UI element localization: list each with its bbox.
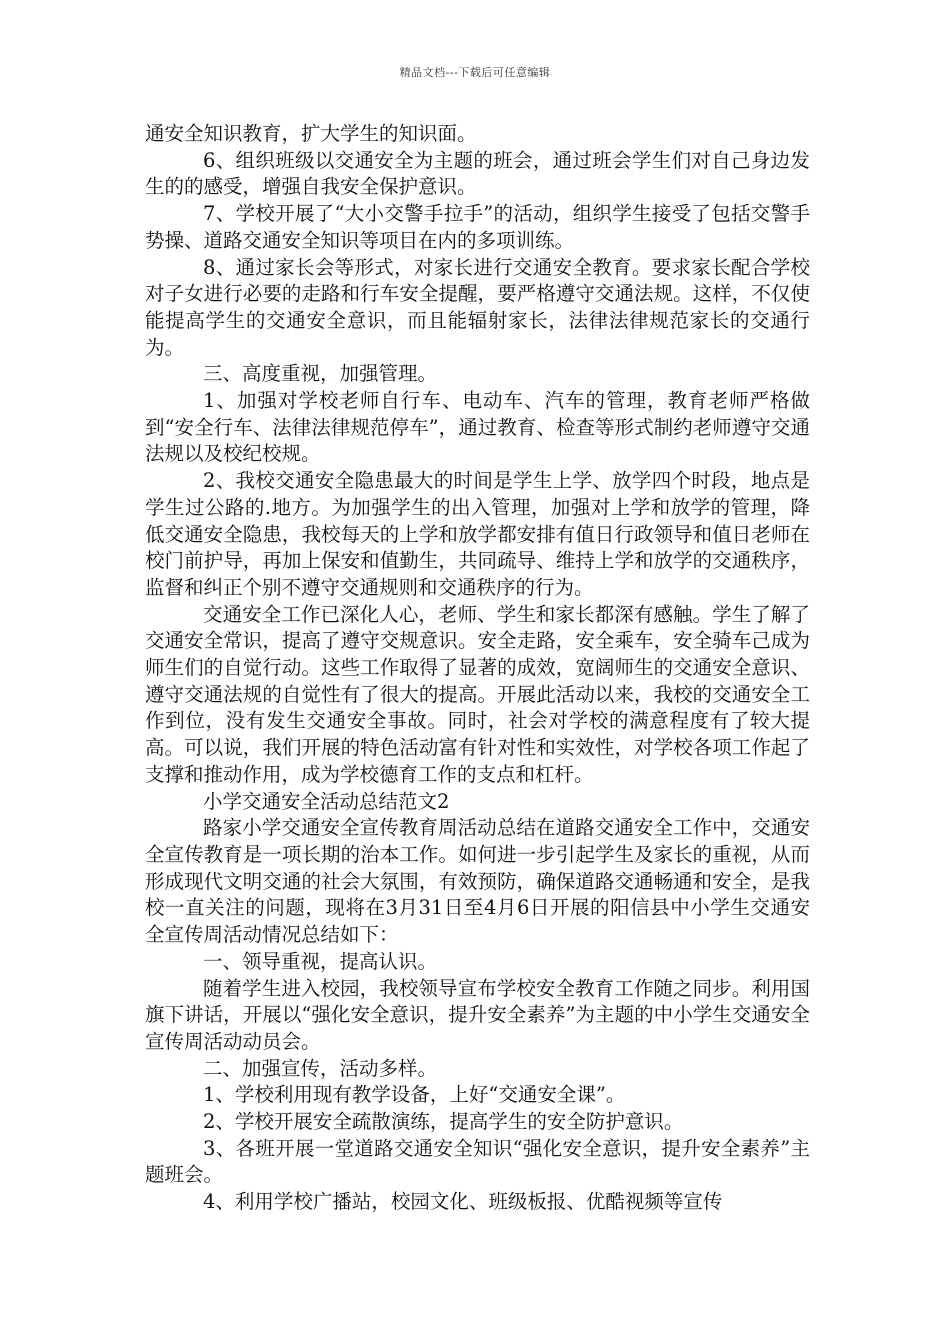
article-title-2: 小学交通安全活动总结范文2 — [203, 789, 450, 813]
paragraph-6: 2、我校交通安全隐患最大的时间是学生上学、放学四个时段，地点是学生过公路的.地方。为加强学生的出入管理，加强对上学和放学的管理，降低交通安全隐患，我校每天的上学和放学都安排有值日行政领导和值日老师在校门前护导，再加上保安和值勤生，共同疏导、维持上学和放学的交通秩序，监督和纠正个别不遵守交通规则和交通秩序的行为。 — [145, 469, 810, 599]
section-heading-1: 一、领导重视，提高认识。 — [203, 949, 438, 973]
page-header: 精品文档---下载后可任意编辑 — [399, 66, 551, 79]
section-heading-2: 二、加强宣传，活动多样。 — [203, 1056, 438, 1080]
paragraph-1: 6、组织班级以交通安全为主题的班会，通过班会学生们对自己身边发生的的感受，增强自我安全保护意识。 — [145, 148, 810, 199]
paragraph-0: 通安全知识教育，扩大学生的知识面。 — [145, 122, 477, 145]
paragraph-16: 4、利用学校广播站，校园文化、班级板报、优酷视频等宣传 — [203, 1190, 723, 1214]
paragraph-14: 2、学校开展安全疏散演练，提高学生的安全防护意识。 — [203, 1110, 684, 1134]
section-heading-3: 三、高度重视，加强管理。 — [203, 362, 438, 386]
paragraph-5: 1、加强对学校老师自行车、电动车、汽车的管理，教育老师严格做到“安全行车、法律法律规范停车”，通过教育、检查等形式制约老师遵守交通法规以及校纪校规。 — [145, 389, 810, 466]
paragraph-15: 3、各班开展一堂道路交通安全知识“强化安全意识，提升安全素养”主题班会。 — [145, 1136, 810, 1187]
document-body — [145, 121, 810, 1216]
paragraph-11: 随着学生进入校园，我校领导宣布学校安全教育工作随之同步。利用国旗下讲话，开展以“强化安全意识，提升安全素养”为主题的中小学生交通安全宣传周活动动员会。 — [145, 976, 810, 1053]
paragraph-13: 1、学校利用现有教学设备，上好“交通安全课”。 — [203, 1083, 626, 1107]
paragraph-9: 路家小学交通安全宣传教育周活动总结在道路交通安全工作中，交通安全宣传教育是一项长期的治本工作。如何进一步引起学生及家长的重视，从而形成现代文明交通的社会大氛围，有效预防，确保道路交通畅通和安全，是我校一直关注的问题，现将在3月31日至4月6日开展的阳信县中小学生交通安全宣传周活动情况总结如下： — [145, 816, 810, 947]
paragraph-7: 交通安全工作已深化人心，老师、学生和家长都深有感触。学生了解了交通安全常识，提高了遵守交规意识。安全走路，安全乘车，安全骑车己成为师生们的自觉行动。这些工作取得了显著的成效，宽阔师生的交通安全意识、遵守交通法规的自觉性有了很大的提高。开展此活动以来，我校的交通安全工作到位，没有发生交通安全事故。同时，社会对学校的满意程度有了较大提高。可以说，我们开展的特色活动富有针对性和实效性，对学校各项工作起了支撑和推动作用，成为学校德育工作的支点和杠杆。 — [145, 602, 810, 786]
paragraph-3: 8、通过家长会等形式，对家长进行交通安全教育。要求家长配合学校对子女进行必要的走路和行车安全提醒，要严格遵守交通法规。这样，不仅使能提高学生的交通安全意识，而且能辐射家长，法律法律规范家长的交通行为。 — [145, 255, 810, 359]
paragraph-2: 7、学校开展了“大小交警手拉手”的活动，组织学生接受了包括交警手势操、道路交通安全知识等项目在内的多项训练。 — [145, 202, 810, 252]
